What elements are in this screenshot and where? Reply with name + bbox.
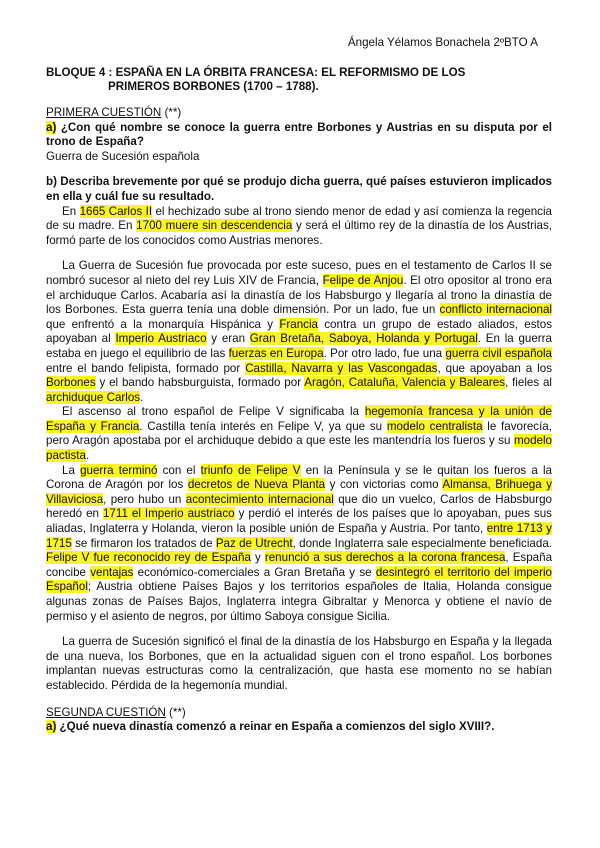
paragraph-text: , España concibe — [46, 551, 553, 579]
highlighted-text: modelo centralista — [386, 419, 483, 433]
paragraph-text: La — [62, 463, 81, 477]
paragraph-text: , fieles al — [505, 376, 552, 390]
paragraph-2 — [46, 259, 552, 405]
paragraph-text: , que apoyaban a los — [437, 361, 552, 375]
paragraph-text: que dio un vuelco, Carlos de Habsburgo heredó en — [46, 492, 553, 521]
title-line-2: PRIMEROS BORBONES (1700 – 1788). — [108, 80, 319, 93]
highlighted-text: Gran Bretaña, Saboya, Holanda y Portugal — [249, 332, 478, 346]
paragraph-text: y — [250, 551, 265, 565]
paragraph-4 — [46, 464, 552, 625]
highlighted-text: guerra terminó — [80, 463, 158, 477]
paragraph-text: , donde Inglaterra sale especialmente beneficiada. — [292, 536, 552, 550]
document-title — [46, 66, 546, 94]
paragraph-text: en la Península y se le quitan los fueros a la Corona de Aragón por los — [46, 463, 552, 492]
paragraph-text: . — [140, 390, 144, 404]
paragraph-3 — [46, 405, 552, 463]
section-heading-2: SEGUNDA CUESTIÓN (**) — [46, 705, 186, 719]
paragraph-1 — [46, 205, 552, 249]
paragraph-text: . Por otro lado, fue una — [323, 346, 446, 360]
paragraph-text: . Castilla tenía interés en Felipe V, ya que su — [139, 419, 387, 433]
section-heading-1: PRIMERA CUESTIÓN (**) — [46, 106, 182, 119]
paragraph-text: y eran — [206, 332, 250, 346]
highlighted-text: Francia — [279, 317, 318, 331]
paragraph-text: La Guerra de Sucesión fue provocada por este suceso, pues en el testamento de Carlos II se nombró sucesor al nieto del rey Luis XIV de Francia, — [46, 259, 552, 287]
highlighted-text: renunció a sus derechos a la corona francesa — [264, 551, 506, 565]
paragraph-text: El ascenso al trono español de Felipe V significaba la — [62, 405, 365, 419]
highlighted-text: decretos de Nueva Planta — [187, 478, 326, 492]
highlighted-text: acontecimiento internacional — [185, 492, 334, 506]
author-name: Ángela Yélamos Bonachela 2ºBTO A — [347, 36, 538, 49]
highlighted-text: Imperio Austriaco — [115, 332, 207, 346]
paragraph-text: el hechizado sube al trono siendo menor de edad y así comienza la regencia de su madre. En — [46, 204, 552, 233]
paragraph-text: y con victorias como — [325, 478, 443, 492]
highlighted-text: conflicto internacional — [439, 303, 552, 317]
question-2a: a) ¿Qué nueva dinastía comenzó a reinar en España a comienzos del siglo XVIII?. — [46, 720, 495, 734]
highlighted-text: 1700 muere sin descendencia — [136, 219, 293, 233]
highlighted-text: hegemonía francesa y la unión de España y Francia — [46, 405, 552, 433]
question-1b: b) Describa brevemente por qué se produjo dicha guerra, qué países estuvieron implicados en ella y cuál fue su resultado. — [46, 175, 552, 203]
paragraph-text: . — [85, 449, 90, 463]
paragraph-text: , pero hubo un — [103, 492, 186, 506]
highlighted-text: Felipe V fue reconocido rey de España — [46, 551, 251, 565]
highlighted-text: guerra civil española — [445, 346, 553, 360]
highlighted-text: Paz de Utrecht — [215, 536, 293, 550]
paragraph-text: . En la guerra estaba en juego el equilibrio de las — [46, 332, 552, 360]
paragraph-text: . El otro opositor al trono era el archiduque Carlos. Acabaría así la dinastía de los Habsburgo y llegaría al trono la dinastía de los Borbones. Esta guerra tenía una doble dimensión. Por un lado, fue un — [46, 273, 552, 317]
paragraph-text: que enfrentó a la monarquía Hispánica y — [46, 317, 280, 331]
paragraph-text: y perdió el interés de los países que lo apoyaban, pues sus aliadas, Inglaterra y Holanda, vieron la posible unión de España y Austria. Por tanto, — [46, 507, 552, 536]
paragraph-text: se firmaron los tratados de — [71, 536, 216, 550]
paragraph-text: entre el bando felipista, formado por — [46, 361, 246, 375]
paragraph-text: En — [62, 204, 80, 218]
paragraph-text: ; Austria obtiene Países Bajos y los territorios españoles de Italia, Holanda consigue algunas zonas de Países Bajos, Inglaterra integra Gibraltar y Menorca y obtiene el navío de permiso y el asiento de negros, por último Saboya consigue Sicilia. — [46, 580, 552, 623]
highlighted-text: modelo pactista — [46, 434, 552, 463]
highlighted-text: 1711 el Imperio austriaco — [102, 507, 235, 521]
paragraph-text: y el bando habsburguista, formado por — [95, 376, 305, 390]
highlighted-text: Castilla, Navarra y las Vascongadas — [245, 361, 438, 375]
highlighted-text: 1665 Carlos II — [79, 204, 153, 218]
highlighted-text: Borbones — [46, 376, 96, 390]
paragraph-text: contra un grupo de estado aliados, estos apoyaban al — [46, 317, 552, 346]
highlighted-text: archiduque Carlos — [46, 390, 141, 404]
paragraph-text: le favorecía, pero Aragón apostaba por el archiduque debido a que este les mantendría los fueros y su — [46, 419, 552, 448]
highlighted-text: Felipe de Anjou — [322, 273, 404, 287]
highlighted-text: entre 1713 y 1715 — [46, 522, 552, 550]
paragraph-text: económico-comerciales a Gran Bretaña y se — [133, 565, 376, 579]
question-1a: a) ¿Con qué nombre se conoce la guerra entre Borbones y Austrias en su disputa por el trono de España? — [46, 120, 552, 149]
document-body — [46, 106, 552, 735]
paragraph-text: con el — [157, 463, 201, 477]
highlighted-text: triunfo de Felipe V — [200, 463, 301, 477]
highlighted-text: Almansa, Brihuega y Villaviciosa — [46, 478, 552, 506]
highlighted-text: Aragón, Cataluña, Valencia y Baleares — [304, 376, 506, 390]
paragraph-5: La guerra de Sucesión significó el final de la dinastía de los Habsburgo en España y la llegada de una nueva, los Borbones, que en la actualidad siguen con el trono español. Los borbones implantan nuevas estructuras como la centralización, que hasta ese momento no se habían establecido. Pérdida de la hegemonía mundial. — [46, 635, 552, 692]
answer-1a: Guerra de Sucesión española — [46, 149, 200, 163]
highlighted-text: fuerzas en Europa — [228, 346, 324, 360]
title-line-1: BLOQUE 4 : ESPAÑA EN LA ÓRBITA FRANCESA: EL REFORMISMO DE LOS — [46, 66, 466, 79]
highlighted-text: ventajas — [90, 565, 134, 579]
paragraph-text: y será el último rey de la dinastía de los Austrias, formó parte de los conocidos como Austrias menores. — [46, 219, 552, 247]
highlighted-text: desintegró el territorio del imperio Español — [46, 565, 553, 594]
